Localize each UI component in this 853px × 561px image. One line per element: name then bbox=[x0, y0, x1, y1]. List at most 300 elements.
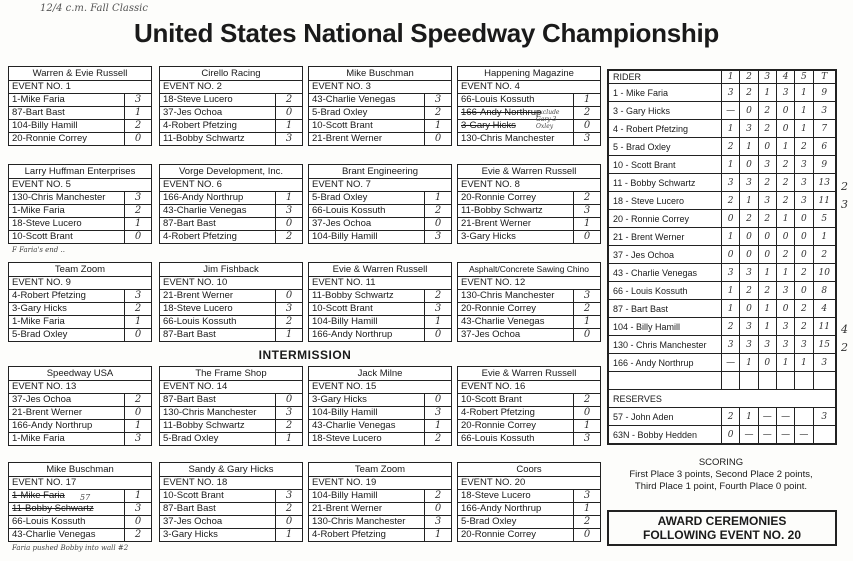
rider-name: 3-Gary Hicks bbox=[461, 231, 516, 242]
rider-name: 130-Chris Manchester bbox=[461, 290, 555, 301]
event-rider-row bbox=[160, 133, 302, 145]
event-sponsor: Brant Engineering bbox=[309, 165, 451, 179]
rider-name: 43 - Charlie Venegas bbox=[609, 264, 722, 282]
rider-name: 87-Bart Bast bbox=[163, 329, 216, 340]
heat-score: 2 bbox=[776, 192, 794, 210]
event-number: EVENT NO. 16 bbox=[458, 381, 600, 394]
heat-score: 2 bbox=[721, 318, 739, 336]
rider-name: 87-Bart Bast bbox=[163, 218, 216, 229]
rider-row bbox=[609, 156, 836, 174]
heat-score: 1 bbox=[721, 282, 739, 300]
rider-points: 2 bbox=[124, 394, 151, 406]
rider-total: 6 bbox=[813, 138, 835, 156]
rider-name: 11-Bobby Schwartz bbox=[461, 205, 543, 216]
empty-cell bbox=[609, 372, 722, 390]
event-sponsor: Evie & Warren Russell bbox=[309, 263, 451, 277]
heat-score: 1 bbox=[721, 300, 739, 318]
event-rider-row bbox=[9, 120, 151, 133]
heat-column-header: 4 bbox=[776, 71, 794, 84]
rider-points: 1 bbox=[424, 120, 451, 132]
event-rider-row bbox=[309, 329, 451, 341]
rider-name: 18 - Steve Lucero bbox=[609, 192, 722, 210]
heat-score: 3 bbox=[740, 174, 758, 192]
rider-name: 18-Steve Lucero bbox=[163, 94, 233, 105]
event-number: EVENT NO. 6 bbox=[160, 179, 302, 192]
heat-score: 1 bbox=[776, 210, 794, 228]
reserve-row bbox=[609, 426, 836, 444]
heat-score: 3 bbox=[758, 192, 776, 210]
rider-name: 130 - Chris Manchester bbox=[609, 336, 722, 354]
scoring-title: SCORING bbox=[698, 457, 744, 468]
event-sponsor: The Frame Shop bbox=[160, 367, 302, 381]
rider-name: 20-Ronnie Correy bbox=[461, 192, 536, 203]
event-sponsor: Jack Milne bbox=[309, 367, 451, 381]
heat-score: 3 bbox=[758, 156, 776, 174]
rider-total: 15 bbox=[813, 336, 835, 354]
rider-name: 10-Scott Brant bbox=[461, 394, 522, 405]
margin-mark: 2 bbox=[841, 341, 848, 354]
rider-name: 43-Charlie Venegas bbox=[312, 94, 396, 105]
rider-points: 0 bbox=[124, 516, 151, 528]
event-card bbox=[457, 66, 601, 146]
reserve-name: 57 - John Aden bbox=[609, 408, 722, 426]
rider-total: 13 bbox=[813, 174, 835, 192]
heat-score: 0 bbox=[740, 102, 758, 120]
rider-name: 5-Brad Oxley bbox=[163, 433, 219, 444]
heat-score: 0 bbox=[795, 210, 813, 228]
rider-points: 1 bbox=[124, 420, 151, 432]
rider-total: 5 bbox=[813, 210, 835, 228]
rider-name: 18-Steve Lucero bbox=[461, 490, 531, 501]
event-rider-row bbox=[458, 407, 600, 420]
rider-points: 2 bbox=[124, 205, 151, 217]
rider-points: 2 bbox=[275, 316, 302, 328]
rider-name: 3-Gary Hicks bbox=[312, 394, 367, 405]
event-rider-row bbox=[160, 218, 302, 231]
event-rider-row bbox=[160, 303, 302, 316]
rider-points: 2 bbox=[124, 303, 151, 315]
event-card bbox=[457, 462, 601, 542]
rider-name: 21-Brent Werner bbox=[163, 290, 234, 301]
event-sponsor: Evie & Warren Russell bbox=[458, 165, 600, 179]
margin-mark: 4 bbox=[841, 323, 848, 336]
rider-name: 104-Billy Hamill bbox=[312, 490, 378, 501]
scoring-line-2: Third Place 1 point, Fourth Place 0 point. bbox=[634, 481, 808, 492]
event-rider-row bbox=[309, 290, 451, 303]
rider-name: 1-Mike Faria bbox=[12, 490, 65, 501]
rider-name: 20-Ronnie Correy bbox=[461, 303, 536, 314]
heat-score: 2 bbox=[740, 282, 758, 300]
rider-name: 66-Louis Kossuth bbox=[461, 94, 535, 105]
rider-name: 4-Robert Pfetzing bbox=[312, 529, 386, 540]
event-card bbox=[159, 366, 303, 446]
event-card bbox=[8, 462, 152, 542]
reserve-score bbox=[795, 408, 813, 426]
rider-points: 2 bbox=[424, 490, 451, 502]
event-number: EVENT NO. 14 bbox=[160, 381, 302, 394]
rider-name: 43-Charlie Venegas bbox=[163, 205, 247, 216]
rider-points: 2 bbox=[573, 516, 600, 528]
rider-name: 130-Chris Manchester bbox=[163, 407, 257, 418]
rider-name: 21-Brent Werner bbox=[312, 503, 383, 514]
rider-points: 2 bbox=[573, 303, 600, 315]
heat-score: 1 bbox=[795, 354, 813, 372]
rider-points: 1 bbox=[275, 329, 302, 341]
rider-name: 4-Robert Pfetzing bbox=[461, 407, 535, 418]
rider-row bbox=[609, 174, 836, 192]
event-rider-row bbox=[160, 420, 302, 433]
rider-name: 66-Louis Kossuth bbox=[163, 316, 237, 327]
heat-score: 0 bbox=[795, 228, 813, 246]
heat-score: 3 bbox=[795, 336, 813, 354]
event-rider-row bbox=[160, 503, 302, 516]
rider-total: 1 bbox=[813, 228, 835, 246]
reserves-header-row bbox=[609, 390, 836, 408]
event-number: EVENT NO. 1 bbox=[9, 81, 151, 94]
event-rider-row bbox=[309, 192, 451, 205]
rider-points: 3 bbox=[124, 192, 151, 204]
event-rider-row bbox=[458, 205, 600, 218]
event-card bbox=[8, 66, 152, 146]
heat-score: 0 bbox=[758, 246, 776, 264]
event-rider-row bbox=[160, 516, 302, 529]
heat-score: 3 bbox=[776, 336, 794, 354]
rider-name: 3-Gary Hicks bbox=[163, 529, 218, 540]
event-rider-row bbox=[9, 133, 151, 145]
event-rider-row bbox=[458, 490, 600, 503]
rider-name: 166-Andy Northrup bbox=[461, 503, 542, 514]
rider-scoreboard bbox=[607, 69, 837, 445]
rider-total: 3 bbox=[813, 102, 835, 120]
event17-margin-note: 57 bbox=[80, 493, 91, 502]
rider-points: 0 bbox=[573, 529, 600, 541]
rider-name: 66-Louis Kossuth bbox=[312, 205, 386, 216]
rider-name: 1 - Mike Faria bbox=[609, 84, 722, 102]
rider-name: 104-Billy Hamill bbox=[312, 231, 378, 242]
heat-score: 1 bbox=[721, 156, 739, 174]
event-rider-row bbox=[9, 433, 151, 445]
event-rider-row bbox=[9, 231, 151, 243]
rider-total: 2 bbox=[813, 246, 835, 264]
event-rider-row bbox=[309, 303, 451, 316]
event17-handwritten-note: Faria pushed Bobby into wall #2 bbox=[12, 544, 129, 552]
rider-points: 3 bbox=[275, 407, 302, 419]
event-rider-row bbox=[309, 407, 451, 420]
rider-points: 1 bbox=[424, 192, 451, 204]
heat-score: 0 bbox=[721, 246, 739, 264]
event-rider-row bbox=[309, 231, 451, 243]
event-rider-row bbox=[458, 303, 600, 316]
event-card bbox=[159, 66, 303, 146]
heat-score: 0 bbox=[795, 246, 813, 264]
rider-points: 0 bbox=[275, 516, 302, 528]
award-line-1: AWARD CEREMONIES bbox=[657, 514, 787, 528]
rider-name: 66-Louis Kossuth bbox=[461, 433, 535, 444]
heat-score: 0 bbox=[776, 102, 794, 120]
heat-score: 1 bbox=[776, 264, 794, 282]
event-card bbox=[457, 262, 601, 342]
rider-points: 1 bbox=[573, 420, 600, 432]
event-rider-row bbox=[9, 420, 151, 433]
event-number: EVENT NO. 4 bbox=[458, 81, 600, 94]
event-rider-row bbox=[309, 316, 451, 329]
rider-name: 4-Robert Pfetzing bbox=[12, 290, 86, 301]
reserve-score: — bbox=[795, 426, 813, 444]
event-rider-row bbox=[9, 218, 151, 231]
rider-points: 0 bbox=[124, 231, 151, 243]
rider-name: 5-Brad Oxley bbox=[12, 329, 68, 340]
rider-name: 166 - Andy Northrup bbox=[609, 354, 722, 372]
heat-score: 3 bbox=[776, 282, 794, 300]
rider-name: 37-Jes Ochoa bbox=[461, 329, 521, 340]
rider-points: 3 bbox=[424, 94, 451, 106]
reserves-label: RESERVES bbox=[609, 390, 836, 408]
rider-name: 5-Brad Oxley bbox=[312, 107, 368, 118]
rider-points: 1 bbox=[275, 120, 302, 132]
rider-points: 0 bbox=[275, 218, 302, 230]
rider-points: 1 bbox=[275, 192, 302, 204]
rider-name: 130-Chris Manchester bbox=[312, 516, 406, 527]
event-sponsor: Team Zoom bbox=[9, 263, 151, 277]
margin-mark: 3 bbox=[841, 198, 848, 211]
event-rider-row bbox=[160, 231, 302, 243]
heat-column-header: 1 bbox=[721, 71, 739, 84]
rider-name: 18-Steve Lucero bbox=[312, 433, 382, 444]
rider-table-header bbox=[609, 71, 836, 84]
reserve-score: 2 bbox=[721, 408, 739, 426]
heat-score: 2 bbox=[758, 282, 776, 300]
rider-name: 10-Scott Brant bbox=[12, 231, 73, 242]
rider-points: 3 bbox=[275, 303, 302, 315]
rider-points: 0 bbox=[573, 231, 600, 243]
empty-cell bbox=[721, 372, 739, 390]
event-sponsor: Asphalt/Concrete Sawing Chino bbox=[458, 263, 600, 277]
rider-row bbox=[609, 192, 836, 210]
heat-score: — bbox=[721, 354, 739, 372]
heat-score: 2 bbox=[740, 210, 758, 228]
rider-points: 2 bbox=[573, 394, 600, 406]
reserve-total bbox=[813, 426, 835, 444]
rider-points: 0 bbox=[424, 218, 451, 230]
heat-score: 0 bbox=[758, 138, 776, 156]
heat-score: 2 bbox=[776, 246, 794, 264]
event-sponsor: Mike Buschman bbox=[309, 67, 451, 81]
event-rider-row bbox=[160, 490, 302, 503]
rider-row bbox=[609, 102, 836, 120]
heat-score: 3 bbox=[776, 318, 794, 336]
intermission-label: INTERMISSION bbox=[258, 348, 352, 362]
empty-cell bbox=[758, 372, 776, 390]
rider-name: 87-Bart Bast bbox=[163, 503, 216, 514]
handwritten-top-note: 12/4 c.m. Fall Classic bbox=[40, 3, 148, 14]
heat-score: 0 bbox=[776, 120, 794, 138]
rider-points: 1 bbox=[573, 218, 600, 230]
rider-row bbox=[609, 228, 836, 246]
heat-column-header: 2 bbox=[740, 71, 758, 84]
event-card bbox=[8, 164, 152, 244]
rider-name: 166-Andy Northrup bbox=[12, 420, 93, 431]
spacer-row bbox=[609, 372, 836, 390]
rider-name: 3 - Gary Hicks bbox=[609, 102, 722, 120]
heat-score: 0 bbox=[721, 210, 739, 228]
heat-score: 0 bbox=[795, 282, 813, 300]
rider-name: 37-Jes Ochoa bbox=[163, 107, 223, 118]
rider-row bbox=[609, 282, 836, 300]
scoring-line-1: First Place 3 points, Second Place 2 points, bbox=[629, 469, 813, 480]
event-card bbox=[308, 262, 452, 342]
event-rider-row bbox=[309, 205, 451, 218]
rider-column-header: RIDER bbox=[609, 71, 722, 84]
rider-name: 10-Scott Brant bbox=[312, 120, 373, 131]
rider-name: 3-Gary Hicks bbox=[12, 303, 67, 314]
award-ceremonies-box bbox=[607, 510, 837, 546]
event-number: EVENT NO. 19 bbox=[309, 477, 451, 490]
rider-name: 11-Bobby Schwartz bbox=[163, 133, 245, 144]
rider-name: 37 - Jes Ochoa bbox=[609, 246, 722, 264]
heat-score: 0 bbox=[740, 300, 758, 318]
reserve-score: 0 bbox=[721, 426, 739, 444]
event-rider-row bbox=[160, 329, 302, 341]
rider-row bbox=[609, 300, 836, 318]
event-number: EVENT NO. 8 bbox=[458, 179, 600, 192]
heat-score: 2 bbox=[758, 120, 776, 138]
event-sponsor: Speedway USA bbox=[9, 367, 151, 381]
event-card bbox=[159, 462, 303, 542]
heat-score: 2 bbox=[758, 174, 776, 192]
event-number: EVENT NO. 9 bbox=[9, 277, 151, 290]
rider-points: 1 bbox=[124, 316, 151, 328]
event-card bbox=[457, 366, 601, 446]
rider-row bbox=[609, 354, 836, 372]
event-number: EVENT NO. 5 bbox=[9, 179, 151, 192]
reserve-name: 63N - Bobby Hedden bbox=[609, 426, 722, 444]
event-sponsor: Sandy & Gary Hicks bbox=[160, 463, 302, 477]
event-rider-row bbox=[458, 433, 600, 445]
heat-score: 3 bbox=[795, 156, 813, 174]
rider-score-table bbox=[608, 70, 836, 444]
heat-score: 1 bbox=[758, 264, 776, 282]
rider-points: 0 bbox=[124, 133, 151, 145]
rider-name: 11-Bobby Schwartz bbox=[312, 290, 394, 301]
event-rider-row bbox=[458, 231, 600, 243]
heat-score: 1 bbox=[740, 192, 758, 210]
event-rider-row bbox=[160, 107, 302, 120]
event-card bbox=[308, 164, 452, 244]
event-rider-row bbox=[458, 192, 600, 205]
rider-points: 1 bbox=[124, 107, 151, 119]
rider-row bbox=[609, 138, 836, 156]
event-rider-row bbox=[160, 205, 302, 218]
rider-row bbox=[609, 336, 836, 354]
rider-points: 1 bbox=[424, 420, 451, 432]
rider-points: 0 bbox=[275, 290, 302, 302]
heat-score: 3 bbox=[740, 318, 758, 336]
heat-score: 3 bbox=[795, 174, 813, 192]
rider-points: 2 bbox=[275, 420, 302, 432]
rider-name: 37-Jes Ochoa bbox=[163, 516, 223, 527]
rider-points: 2 bbox=[275, 231, 302, 243]
heat-score: 3 bbox=[758, 336, 776, 354]
rider-total: 7 bbox=[813, 120, 835, 138]
event-rider-row bbox=[458, 529, 600, 541]
event-number: EVENT NO. 18 bbox=[160, 477, 302, 490]
margin-mark: 2 bbox=[841, 180, 848, 193]
rider-points: 0 bbox=[424, 133, 451, 145]
heat-column-header: T bbox=[813, 71, 835, 84]
rider-name: 1-Mike Faria bbox=[12, 205, 65, 216]
heat-score: 3 bbox=[721, 336, 739, 354]
event-rider-row bbox=[9, 290, 151, 303]
rider-name: 11-Bobby Schwartz bbox=[12, 503, 94, 514]
rider-name: 37-Jes Ochoa bbox=[12, 394, 72, 405]
event-rider-row bbox=[9, 316, 151, 329]
event-number: EVENT NO. 17 bbox=[9, 477, 151, 490]
event-rider-row bbox=[458, 218, 600, 231]
rider-name: 166-Andy Northrup bbox=[461, 107, 542, 118]
rider-points: 1 bbox=[275, 529, 302, 541]
rider-points: 3 bbox=[124, 290, 151, 302]
rider-row bbox=[609, 84, 836, 102]
page-title: United States National Speedway Championship bbox=[134, 18, 719, 48]
heat-score: 2 bbox=[776, 174, 794, 192]
event-number: EVENT NO. 15 bbox=[309, 381, 451, 394]
heat-score: 1 bbox=[740, 138, 758, 156]
event-rider-row bbox=[458, 107, 600, 120]
empty-cell bbox=[795, 372, 813, 390]
event-rider-row bbox=[160, 529, 302, 541]
rider-total: 11 bbox=[813, 192, 835, 210]
rider-name: 166-Andy Northrup bbox=[312, 329, 393, 340]
rider-name: 4-Robert Pfetzing bbox=[163, 231, 237, 242]
rider-points: 2 bbox=[424, 290, 451, 302]
rider-total: 4 bbox=[813, 300, 835, 318]
heat-score: 2 bbox=[795, 318, 813, 336]
heat-score: 1 bbox=[776, 354, 794, 372]
heat-score: 1 bbox=[758, 84, 776, 102]
event-rider-row bbox=[9, 107, 151, 120]
rider-points: 2 bbox=[424, 205, 451, 217]
event-sponsor: Jim Fishback bbox=[160, 263, 302, 277]
rider-points: 1 bbox=[573, 503, 600, 515]
heat-score: 0 bbox=[740, 228, 758, 246]
rider-row bbox=[609, 246, 836, 264]
event-card bbox=[159, 262, 303, 342]
award-line-2: FOLLOWING EVENT NO. 20 bbox=[642, 528, 801, 542]
reserve-score: — bbox=[740, 426, 758, 444]
heat-score: 2 bbox=[758, 102, 776, 120]
rider-points: 0 bbox=[424, 394, 451, 406]
event-number: EVENT NO. 12 bbox=[458, 277, 600, 290]
heat-score: 2 bbox=[721, 192, 739, 210]
heat-score: 2 bbox=[758, 210, 776, 228]
heat-score: 1 bbox=[795, 84, 813, 102]
heat-score: 2 bbox=[776, 156, 794, 174]
heat-score: 1 bbox=[776, 138, 794, 156]
rider-points: 0 bbox=[124, 329, 151, 341]
event-rider-row bbox=[309, 218, 451, 231]
event-rider-row bbox=[9, 516, 151, 529]
rider-points: 3 bbox=[424, 407, 451, 419]
scoring-legend bbox=[607, 457, 835, 493]
rider-name: 20-Ronnie Correy bbox=[461, 529, 536, 540]
event5-handwritten-note: F Faria's end .. bbox=[12, 246, 65, 254]
reserve-score: — bbox=[776, 408, 794, 426]
event-rider-row bbox=[458, 316, 600, 329]
event-sponsor: Team Zoom bbox=[309, 463, 451, 477]
event-rider-row bbox=[309, 94, 451, 107]
event-sponsor: Evie & Warren Russell bbox=[458, 367, 600, 381]
heat-score: 3 bbox=[740, 264, 758, 282]
